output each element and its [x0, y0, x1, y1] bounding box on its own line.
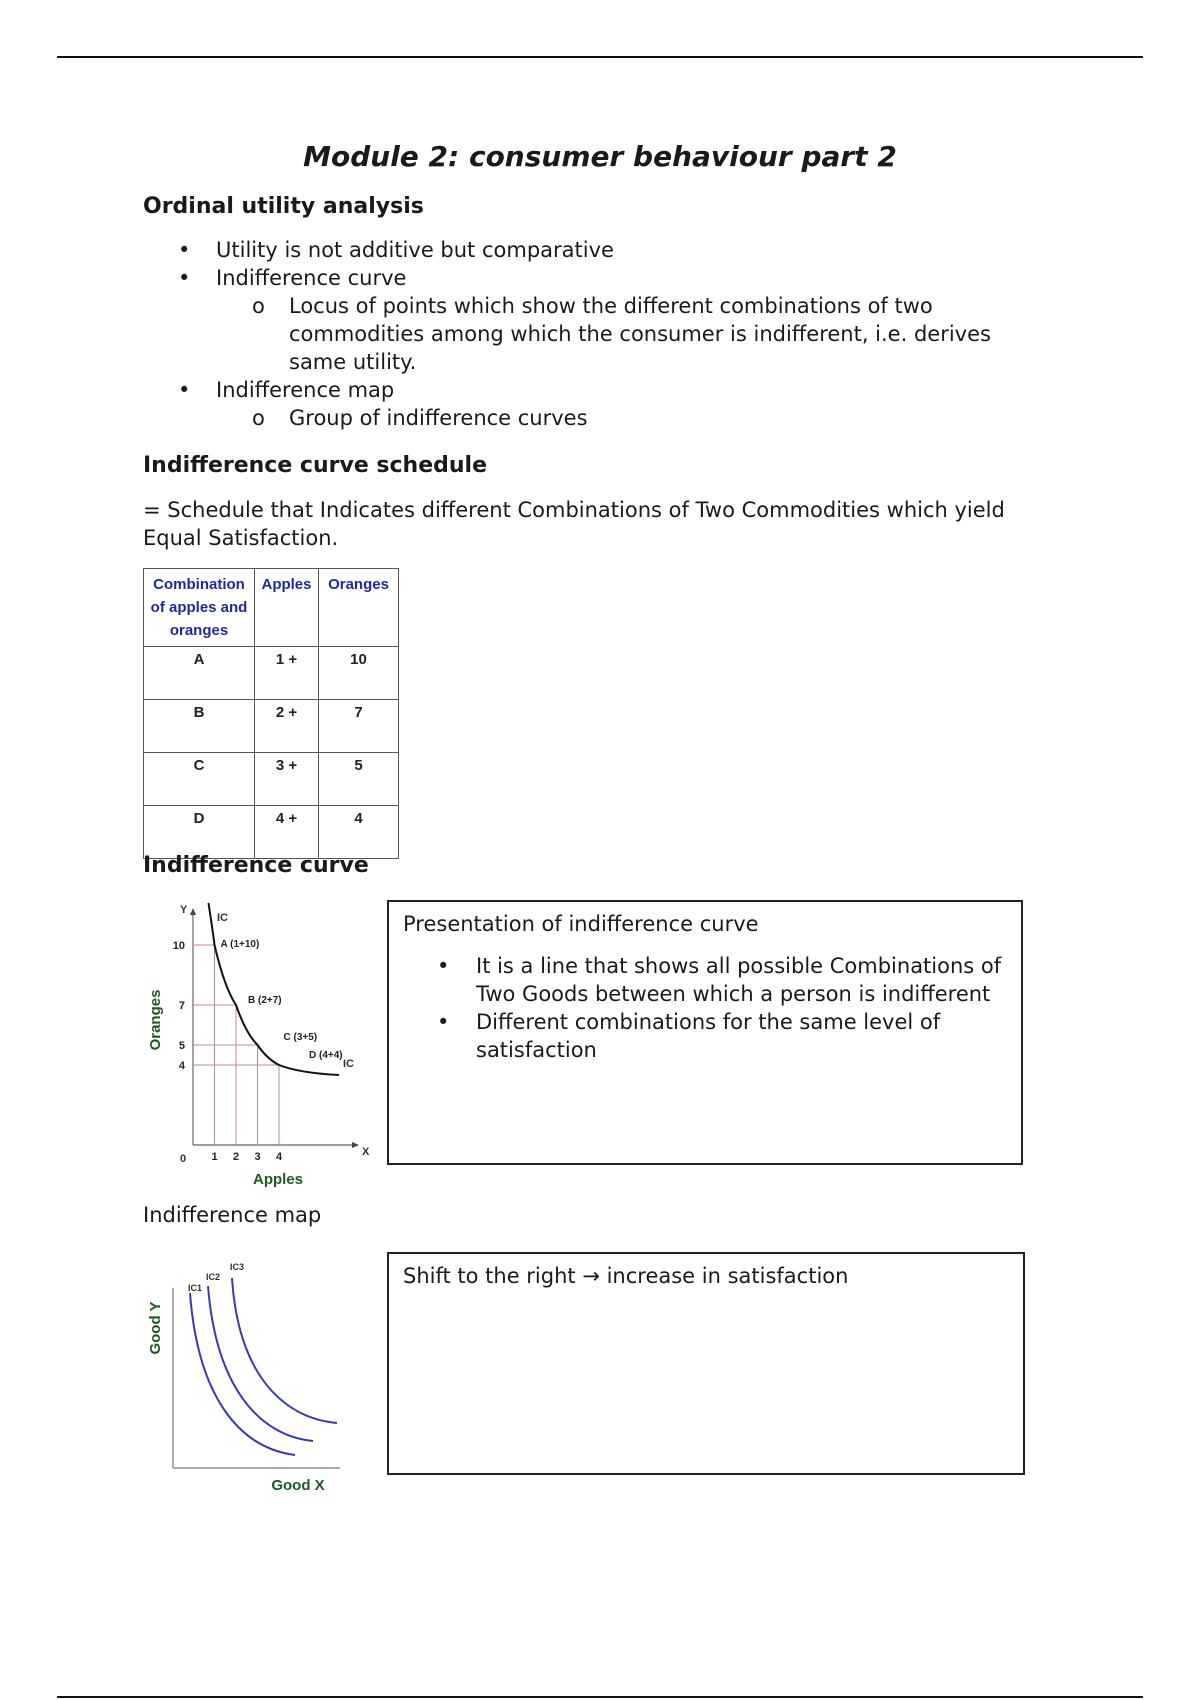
y-tick-label: 10 [172, 940, 185, 952]
point-label: C (3+5) [283, 1032, 318, 1043]
bullet-indifference-map: • Indifference map [143, 376, 1063, 404]
cell-oranges: 5 [319, 753, 399, 806]
cell-oranges: 4 [319, 806, 399, 859]
map-x-axis-label: Good X [271, 1477, 325, 1494]
table-header-row [144, 569, 399, 647]
x-axis-label: Apples [252, 1171, 304, 1188]
y-axis-label: Oranges [147, 989, 164, 1051]
x-tick-label: 1 [211, 1151, 218, 1163]
indifference-curve-chart [140, 895, 380, 1195]
bottom-rule [57, 1696, 1143, 1698]
x-tick-label: 3 [254, 1151, 261, 1163]
indifference-map-chart [140, 1248, 370, 1498]
ic-label-end: IC [343, 1058, 354, 1070]
ic-label-top: IC [217, 912, 228, 924]
tick-labels [173, 940, 283, 1163]
cell-combination: C [144, 753, 255, 806]
header-oranges: Oranges [319, 569, 399, 647]
curve-heading: Indifference curve [143, 853, 369, 878]
bullet-indifference-curve: • Indifference curve [143, 264, 1063, 292]
y-axis-arrow [190, 908, 196, 915]
page-title: Module 2: consumer behaviour part 2 [303, 140, 897, 173]
y-tick-label: 7 [178, 1000, 185, 1012]
map-description-box [387, 1252, 1025, 1475]
point-label: D (4+4) [309, 1050, 343, 1061]
cell-oranges: 7 [319, 700, 399, 753]
table-row [144, 753, 399, 806]
cell-apples: 1 + [255, 647, 319, 700]
box2-text: Shift to the right → increase in satisfaction [403, 1264, 849, 1288]
cell-oranges: 10 [319, 647, 399, 700]
map-heading: Indifference map [143, 1203, 322, 1227]
map-y-axis-label: Good Y [147, 1301, 164, 1355]
ic2-curve [208, 1286, 313, 1441]
ic3-label: IC3 [230, 1262, 245, 1272]
table-row [144, 806, 399, 859]
y-tick-label: 4 [178, 1060, 185, 1072]
bullet-utility: • Utility is not additive but comparative [143, 236, 1063, 264]
schedule-definition: = Schedule that Indicates different Combinations of Two Commodities which yield Equal Satisfaction. [143, 498, 1005, 550]
point-label: B (2+7) [248, 995, 282, 1006]
x-axis-arrow [352, 1142, 359, 1148]
box1-bullet-list [403, 952, 1003, 1064]
point-labels [221, 939, 343, 1061]
ic3-curve [232, 1278, 337, 1423]
cell-apples: 3 + [255, 753, 319, 806]
y-tick-label: 5 [178, 1040, 185, 1052]
box1-bullet-combinations: • Different combinations for the same level of satisfaction [403, 1008, 1003, 1064]
guide-lines [193, 945, 279, 1145]
ic2-label: IC2 [206, 1272, 221, 1282]
x-axis-letter: X [362, 1146, 370, 1158]
cell-apples: 4 + [255, 806, 319, 859]
cell-combination: A [144, 647, 255, 700]
schedule-heading: Indifference curve schedule [143, 453, 487, 478]
top-rule [57, 56, 1143, 58]
cell-apples: 2 + [255, 700, 319, 753]
ordinal-bullet-list [143, 236, 1063, 432]
header-combination: Combination of apples and oranges [144, 569, 255, 647]
sub-bullet-group: o Group of indifference curves [143, 404, 1063, 432]
ic1-label: IC1 [188, 1283, 203, 1293]
schedule-table [143, 568, 399, 859]
table-row [144, 700, 399, 753]
box1-title: Presentation of indifference curve [403, 912, 759, 936]
origin-label: 0 [180, 1153, 187, 1165]
ordinal-heading: Ordinal utility analysis [143, 194, 424, 219]
x-tick-label: 4 [275, 1151, 283, 1163]
box1-bullet-line: • It is a line that shows all possible Combinations of Two Goods between which a person is indifferent [403, 952, 1003, 1008]
table-row [144, 647, 399, 700]
x-tick-label: 2 [232, 1151, 240, 1163]
cell-combination: B [144, 700, 255, 753]
sub-bullet-locus: o Locus of points which show the different combinations of two commodities among which the consumer is indifferent, i.e. derives same utility. [143, 292, 999, 376]
ic-description-box [387, 900, 1023, 1165]
header-apples: Apples [255, 569, 319, 647]
point-label: A (1+10) [220, 939, 260, 950]
y-axis-letter: Y [180, 904, 188, 916]
cell-combination: D [144, 806, 255, 859]
